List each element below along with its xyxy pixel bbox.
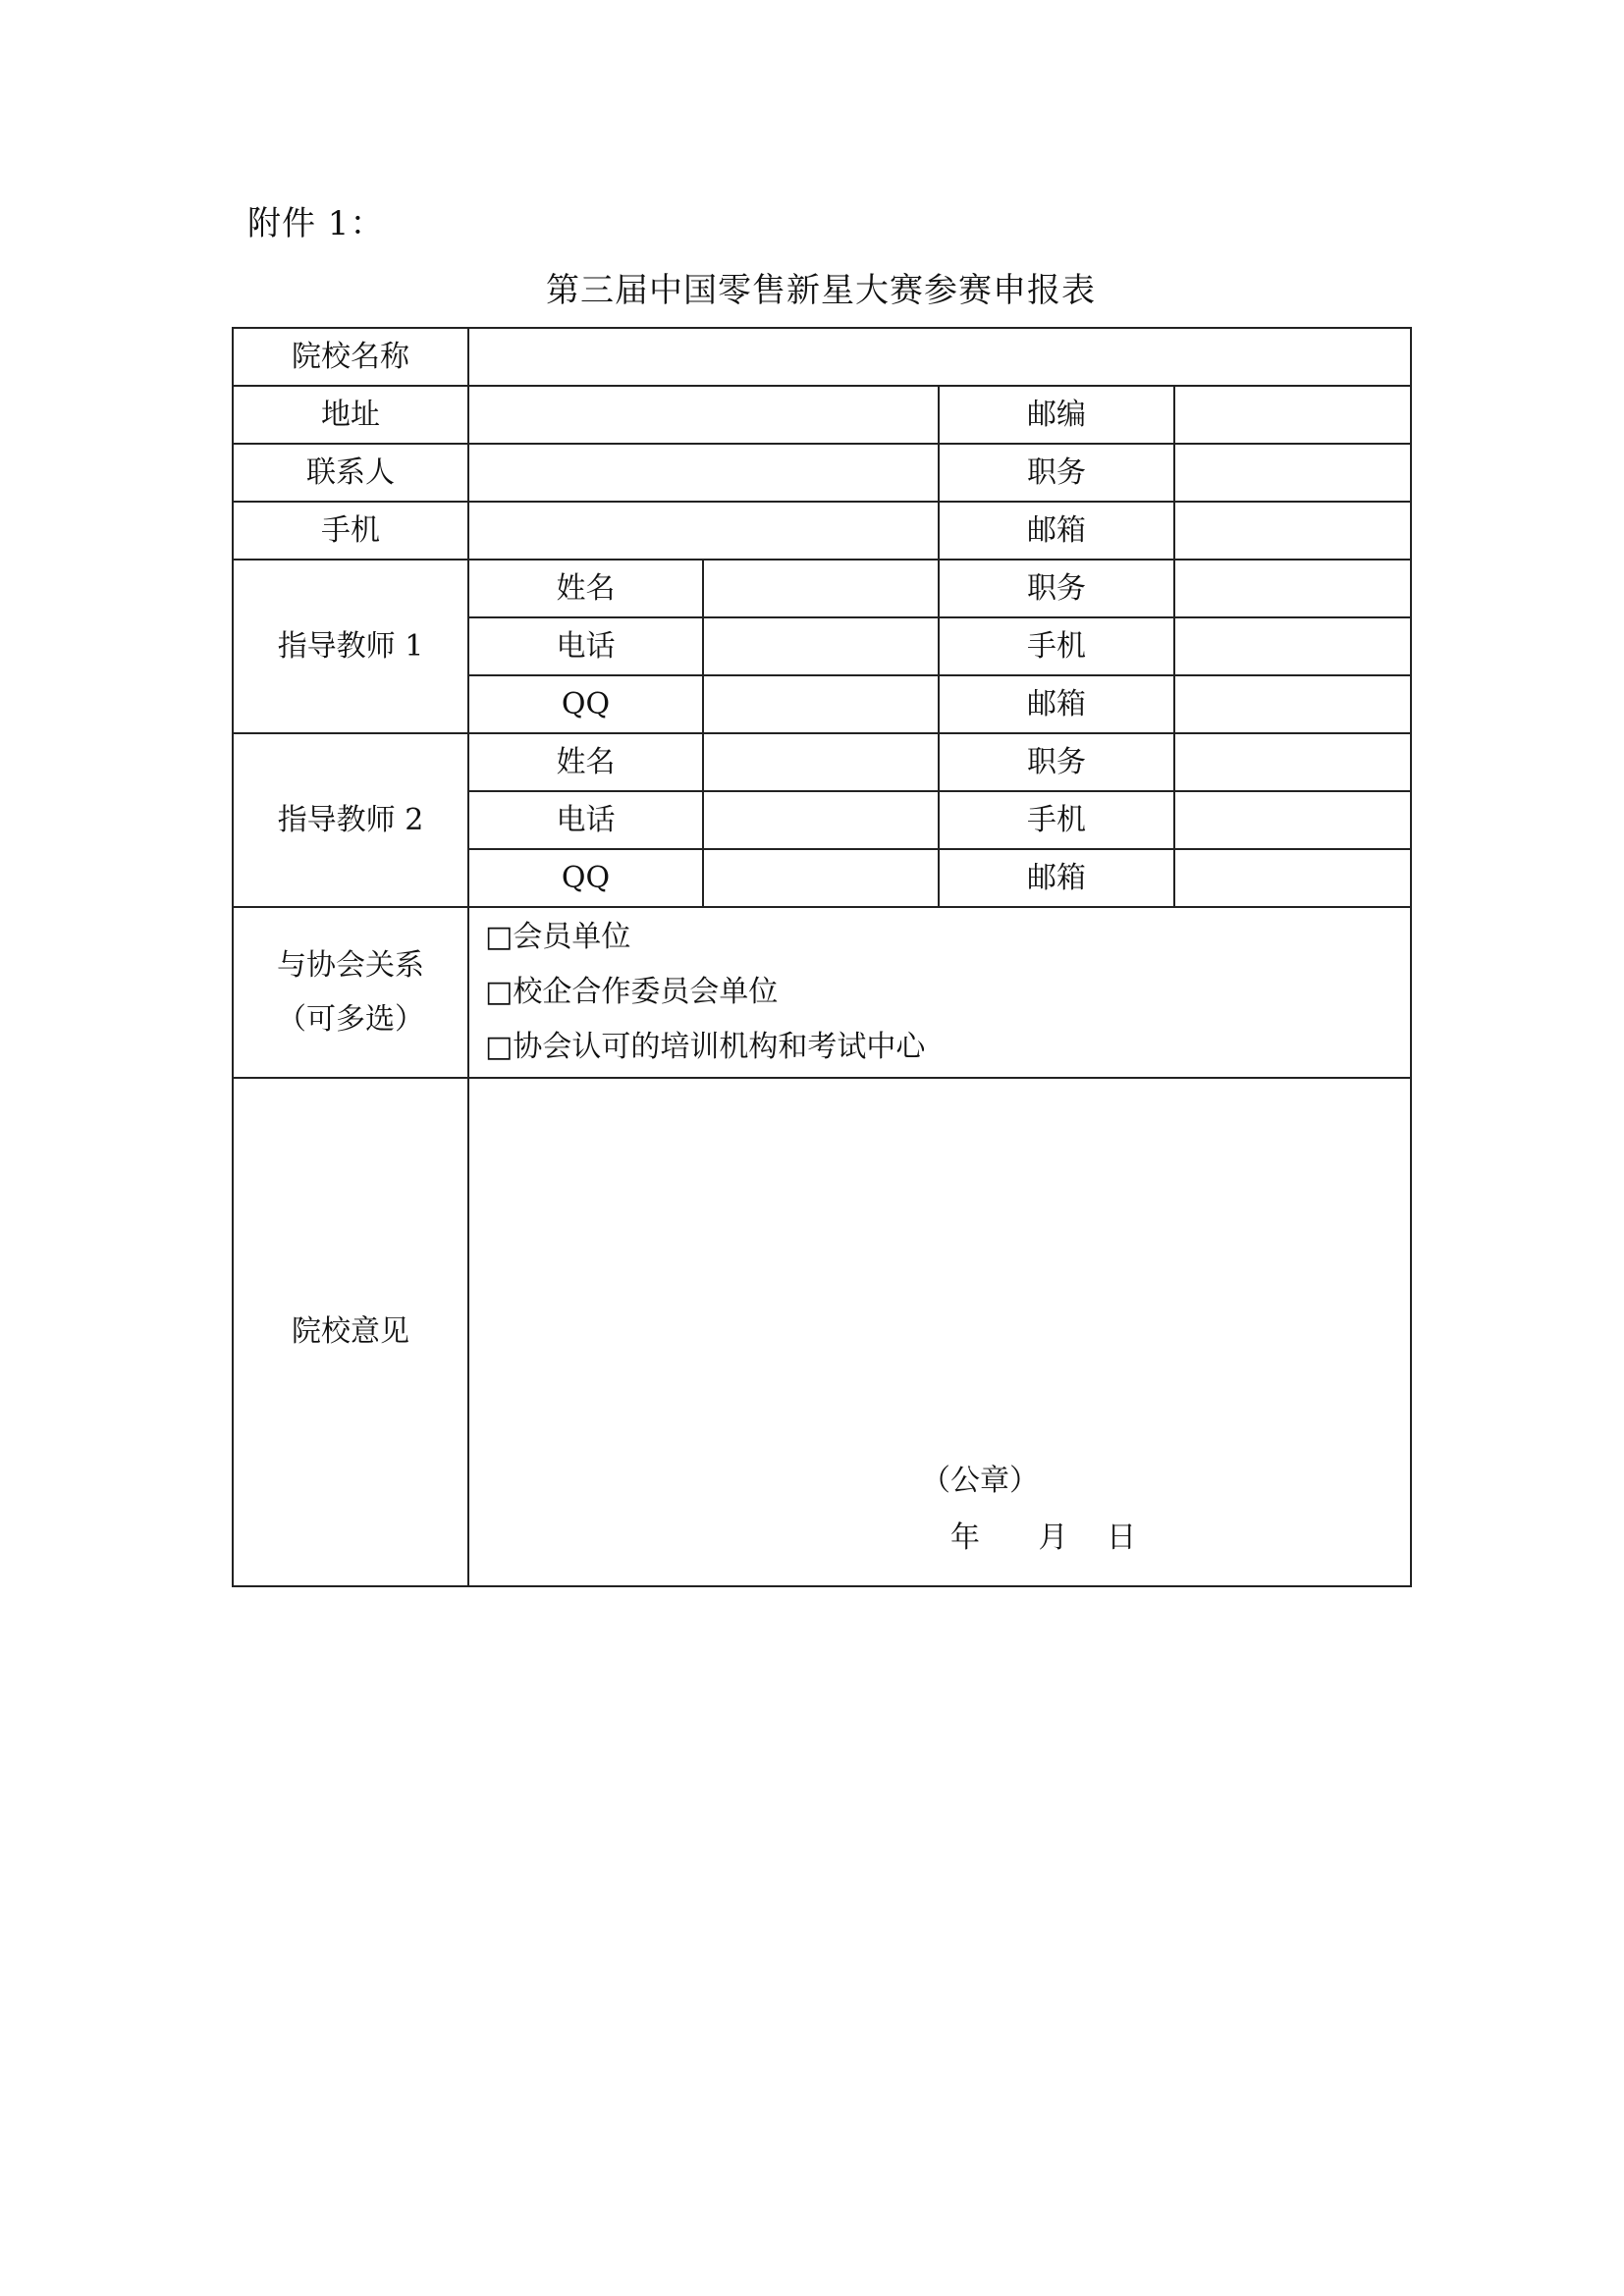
advisor1-phone-field[interactable] xyxy=(703,617,939,675)
advisor2-email-label: 邮箱 xyxy=(939,849,1174,907)
advisor1-mobile-label: 手机 xyxy=(939,617,1174,675)
row-school-name xyxy=(233,328,1411,386)
advisor2-phone-label: 电话 xyxy=(468,791,703,849)
mobile-field[interactable] xyxy=(468,502,939,560)
contact-position-label: 职务 xyxy=(939,444,1174,502)
advisor2-qq-field[interactable] xyxy=(703,849,939,907)
advisor2-mobile-field[interactable] xyxy=(1174,791,1411,849)
email-label: 邮箱 xyxy=(939,502,1174,560)
advisor2-name-field[interactable] xyxy=(703,733,939,791)
row-mobile xyxy=(233,502,1411,560)
row-advisor2-name xyxy=(233,733,1411,791)
advisor1-mobile-field[interactable] xyxy=(1174,617,1411,675)
relation-option-cooperation-committee[interactable]: □校企合作委员会单位 xyxy=(485,975,779,1009)
year-label: 年 xyxy=(950,1521,980,1555)
email-field[interactable] xyxy=(1174,502,1411,560)
month-label: 月 xyxy=(1038,1521,1068,1555)
advisor2-qq-label: QQ xyxy=(468,849,703,907)
advisor2-phone-field[interactable] xyxy=(703,791,939,849)
contact-label: 联系人 xyxy=(233,444,468,502)
mobile-label: 手机 xyxy=(233,502,468,560)
date-line xyxy=(931,1521,1136,1556)
row-advisor1-name xyxy=(233,560,1411,617)
advisor1-name-field[interactable] xyxy=(703,560,939,617)
advisor1-qq-field[interactable] xyxy=(703,675,939,733)
opinion-field[interactable] xyxy=(468,1078,1411,1586)
address-field[interactable] xyxy=(468,386,939,444)
contact-field[interactable] xyxy=(468,444,939,502)
seal-label: （公章） xyxy=(921,1464,1039,1498)
advisor2-name-label: 姓名 xyxy=(468,733,703,791)
advisor1-email-field[interactable] xyxy=(1174,675,1411,733)
advisor2-mobile-label: 手机 xyxy=(939,791,1174,849)
school-name-label: 院校名称 xyxy=(233,328,468,386)
day-label: 日 xyxy=(1107,1521,1137,1555)
form-title: 第三届中国零售新星大赛参赛申报表 xyxy=(546,271,1096,310)
postcode-label: 邮编 xyxy=(939,386,1174,444)
relation-label xyxy=(233,907,468,1078)
advisor1-qq-label: QQ xyxy=(468,675,703,733)
application-form-table xyxy=(232,327,1412,1587)
relation-options xyxy=(468,907,1411,1078)
advisor1-email-label: 邮箱 xyxy=(939,675,1174,733)
relation-label-line1: 与协会关系 xyxy=(277,948,424,983)
row-address xyxy=(233,386,1411,444)
row-contact xyxy=(233,444,1411,502)
advisor1-position-label: 职务 xyxy=(939,560,1174,617)
relation-option-member[interactable]: □会员单位 xyxy=(485,920,631,954)
relation-option-training-center[interactable]: □协会认可的培训机构和考试中心 xyxy=(485,1030,926,1064)
advisor1-position-field[interactable] xyxy=(1174,560,1411,617)
advisor1-label: 指导教师 1 xyxy=(233,560,468,733)
school-name-field[interactable] xyxy=(468,328,1411,386)
opinion-label: 院校意见 xyxy=(233,1078,468,1586)
contact-position-field[interactable] xyxy=(1174,444,1411,502)
advisor2-email-field[interactable] xyxy=(1174,849,1411,907)
address-label: 地址 xyxy=(233,386,468,444)
advisor1-name-label: 姓名 xyxy=(468,560,703,617)
advisor2-position-label: 职务 xyxy=(939,733,1174,791)
relation-label-line2: （可多选） xyxy=(277,1002,424,1037)
postcode-field[interactable] xyxy=(1174,386,1411,444)
row-opinion xyxy=(233,1078,1411,1586)
advisor2-position-field[interactable] xyxy=(1174,733,1411,791)
advisor1-phone-label: 电话 xyxy=(468,617,703,675)
row-relation xyxy=(233,907,1411,1078)
advisor2-label: 指导教师 2 xyxy=(233,733,468,907)
attachment-label: 附件 1： xyxy=(247,204,385,243)
